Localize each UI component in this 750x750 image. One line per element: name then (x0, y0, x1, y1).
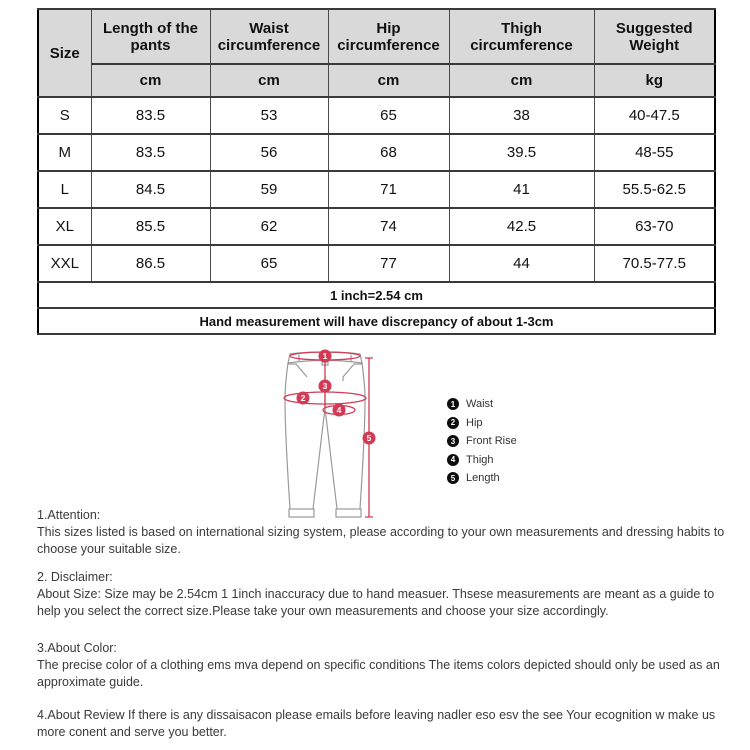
section-heading: 3.About Color: (37, 641, 117, 655)
table-row-l (38, 171, 715, 208)
row-size-label: XL (38, 208, 91, 245)
table-cell: 39.5 (449, 134, 594, 171)
legend-number-badge: 1 (447, 398, 459, 410)
legend-label: Thigh (466, 453, 494, 466)
table-cell: 44 (449, 245, 594, 282)
table-cell: 84.5 (91, 171, 210, 208)
marker-number: 1 (322, 351, 328, 361)
row-size-label: M (38, 134, 91, 171)
table-cell: 38 (449, 97, 594, 134)
marker-length (363, 432, 376, 445)
table-cell: 63-70 (594, 208, 715, 245)
column-header-size: Size (38, 9, 91, 97)
table-row-m (38, 134, 715, 171)
table-note-row (38, 308, 715, 334)
marker-waist (319, 350, 332, 363)
table-cell: 59 (210, 171, 328, 208)
marker-number: 2 (300, 393, 306, 403)
table-row-xl (38, 208, 715, 245)
inch-conversion-note: 1 inch=2.54 cm (38, 282, 715, 308)
table-cell: 83.5 (91, 134, 210, 171)
legend-number-badge: 2 (447, 417, 459, 429)
table-cell: 42.5 (449, 208, 594, 245)
row-size-label: S (38, 97, 91, 134)
legend-item-waist (447, 395, 517, 414)
legend-number-badge: 5 (447, 472, 459, 484)
column-header-length: Length of the pants (91, 9, 210, 64)
hand-measurement-note: Hand measurement will have discrepancy of about 1-3cm (38, 308, 715, 334)
table-cell: 68 (328, 134, 449, 171)
row-size-label: L (38, 171, 91, 208)
measurement-overlay (284, 350, 376, 518)
table-cell: 62 (210, 208, 328, 245)
marker-number: 3 (322, 381, 328, 391)
legend-item-length (447, 469, 517, 488)
table-cell: 41 (449, 171, 594, 208)
table-cell: 65 (328, 97, 449, 134)
table-note-row (38, 282, 715, 308)
legend-item-front-rise (447, 432, 517, 451)
section-body: The precise color of a clothing ems mva depend on specific conditions The items colors depicted should only be used as an approximate guide. (37, 658, 720, 689)
table-cell: 65 (210, 245, 328, 282)
legend-number-badge: 3 (447, 435, 459, 447)
column-header-waist: Waist circumference (210, 9, 328, 64)
legend-label: Waist (466, 398, 494, 411)
section-heading: 2. Disclaimer: (37, 570, 113, 584)
unit-cell: cm (328, 64, 449, 97)
table-cell: 70.5-77.5 (594, 245, 715, 282)
unit-cell: cm (210, 64, 328, 97)
legend-item-thigh (447, 451, 517, 470)
legend-label: Front Rise (466, 435, 517, 448)
section-body: About Size: Size may be 2.54cm 1 1inch inaccuracy due to hand measuer. Thsese measurements are meant as a guide to help you select the correct size.Please take your own measurements and choose your size accordingly. (37, 587, 715, 618)
marker-number: 4 (336, 405, 342, 415)
unit-cell: cm (449, 64, 594, 97)
section-body: 4.About Review If there is any dissaisacon please emails before leaving nadler eso esv the see Your ecognition w make us more conent and serve you better. (37, 708, 716, 739)
table-cell: 77 (328, 245, 449, 282)
measurement-legend (447, 395, 517, 488)
table-cell: 71 (328, 171, 449, 208)
row-size-label: XXL (38, 245, 91, 282)
unit-cell: cm (91, 64, 210, 97)
section-about-review (37, 707, 734, 741)
table-header-row (38, 9, 715, 64)
column-header-weight: Suggested Weight (594, 9, 715, 64)
legend-label: Length (466, 472, 500, 485)
table-cell: 85.5 (91, 208, 210, 245)
column-header-hip: Hip circumference (328, 9, 449, 64)
section-about-color (37, 640, 734, 691)
pants-diagram (277, 346, 387, 528)
legend-number-badge: 4 (447, 454, 459, 466)
table-row-xxl (38, 245, 715, 282)
table-cell: 48-55 (594, 134, 715, 171)
marker-hip (297, 392, 310, 405)
table-row-s (38, 97, 715, 134)
table-units-row (38, 64, 715, 97)
marker-thigh (333, 404, 346, 417)
table-cell: 53 (210, 97, 328, 134)
size-table (37, 8, 716, 335)
section-heading: 1.Attention: (37, 508, 101, 522)
marker-number: 5 (366, 433, 372, 443)
table-cell: 86.5 (91, 245, 210, 282)
section-attention (37, 507, 734, 558)
column-header-thigh: Thigh circumference (449, 9, 594, 64)
table-cell: 40-47.5 (594, 97, 715, 134)
table-cell: 74 (328, 208, 449, 245)
table-cell: 56 (210, 134, 328, 171)
section-body: This sizes listed is based on international sizing system, please according to your own measurements and dressing habits to choose your suitable size. (37, 525, 725, 556)
legend-item-hip (447, 414, 517, 433)
unit-cell: kg (594, 64, 715, 97)
table-cell: 83.5 (91, 97, 210, 134)
legend-label: Hip (466, 416, 483, 429)
table-cell: 55.5-62.5 (594, 171, 715, 208)
marker-front-rise (319, 380, 332, 393)
section-disclaimer (37, 569, 734, 620)
